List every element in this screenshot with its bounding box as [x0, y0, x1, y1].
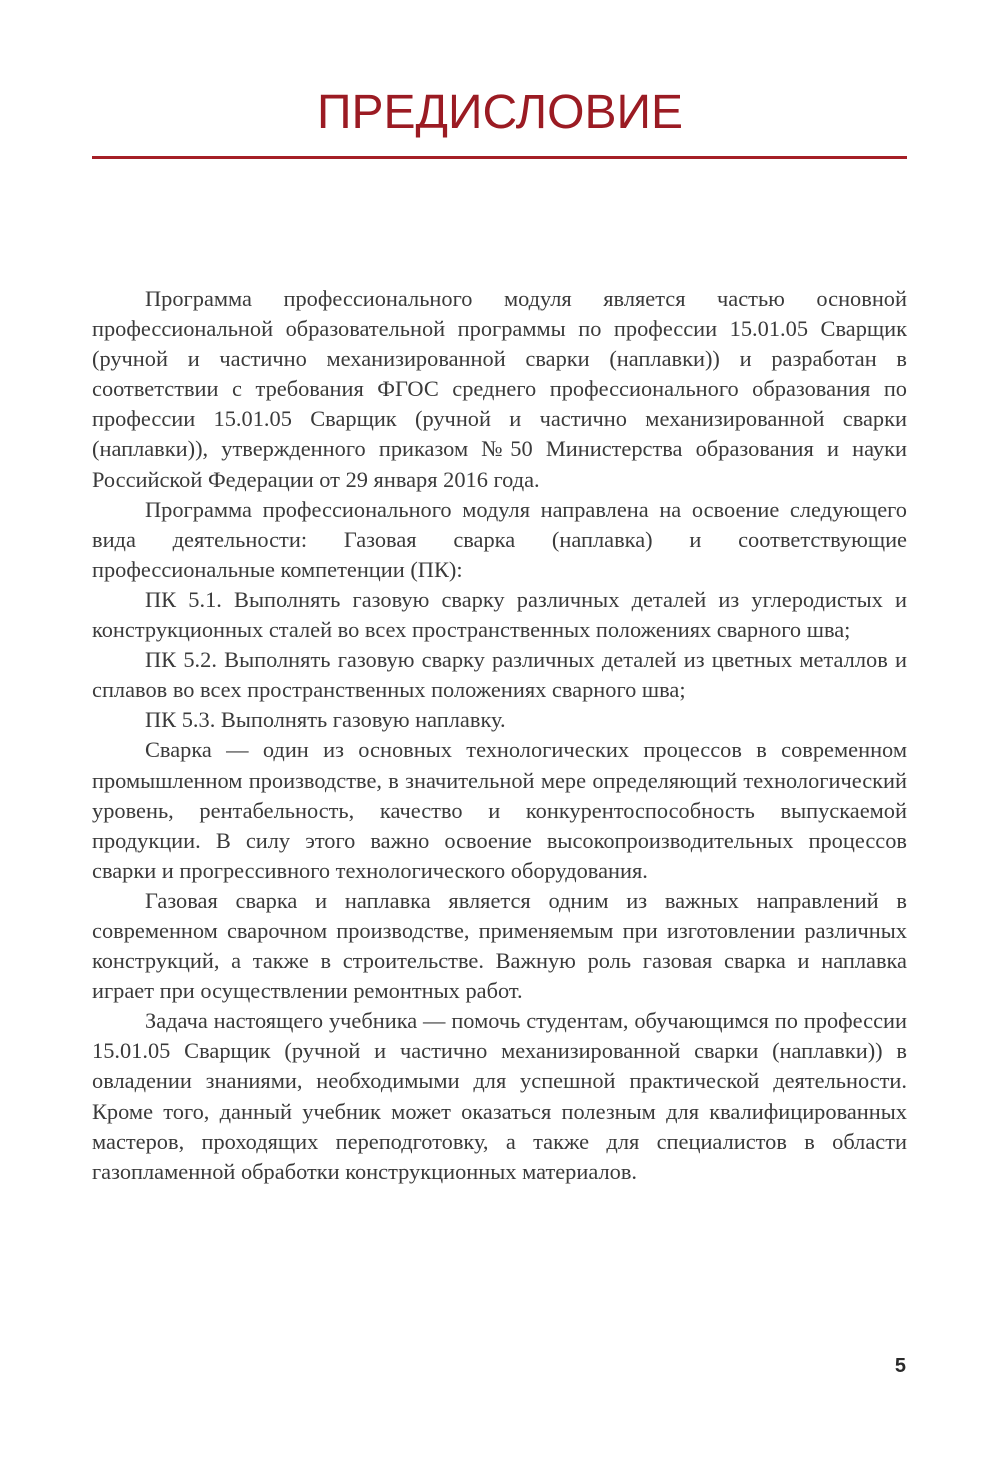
page-title: ПРЕДИСЛОВИЕ: [317, 86, 683, 139]
title-divider: [92, 156, 907, 159]
paragraph-4: ПК 5.2. Выполнять газовую сварку различных деталей из цветных металлов и сплавов во всех пространственных положениях сварного шва;: [92, 647, 907, 703]
body-text: [92, 284, 907, 1187]
paragraph-1: Программа профессионального модуля является частью основной профессиональной образовательной программы по профессии 15.01.05 Сварщик (ручной и частично механизированной сварки (наплавки)) и разработан в соответствии с требования ФГОС среднего профессионального образования по профессии 15.01.05 Сварщик (ручной и частично механизированной сварки (наплавки)), утвержденного приказом №50 Министерства образования и науки Российской Федерации от 29 января 2016 года.: [92, 286, 907, 492]
paragraph-6: Сварка — один из основных технологических процессов в современном промышленном производстве, в значительной мере определяющий технологический уровень, рентабельность, качество и конкурентоспособность выпускаемой продукции. В силу этого важно освоение высокопроизводительных процессов сварки и прогрессивного технологического оборудования.: [92, 737, 907, 883]
paragraph-2: Программа профессионального модуля направлена на освоение следующего вида деятельности: Газовая сварка (наплавка) и соответствующие профессиональные компетенции (ПК):: [92, 496, 907, 582]
page-number: 5: [894, 1355, 906, 1377]
paragraph-5: ПК 5.3. Выполнять газовую наплавку.: [145, 707, 506, 733]
paragraph-7: Газовая сварка и наплавка является одним из важных направлений в современном сварочном производстве, применяемым при изготовлении различных конструкций, а также в строительстве. Важную роль газовая сварка и наплавка играет при осуществлении ремонтных работ.: [92, 887, 907, 1004]
paragraph-8: Задача настоящего учебника — помочь студентам, обучающимся по профессии 15.01.05 Сварщик (ручной и частично механизированной сварки (наплавки)) в овладении знаниями, необходимыми для успешной практической деятельности. Кроме того, данный учебник может оказаться полезным для квалифицированных мастеров, проходящих переподготовку, а также для специалистов в области газопламенной обработки конструкционных материалов.: [92, 1008, 907, 1184]
paragraph-3: ПК 5.1. Выполнять газовую сварку различных деталей из углеродистых и конструкционных сталей во всех пространственных положениях сварного шва;: [92, 586, 907, 643]
